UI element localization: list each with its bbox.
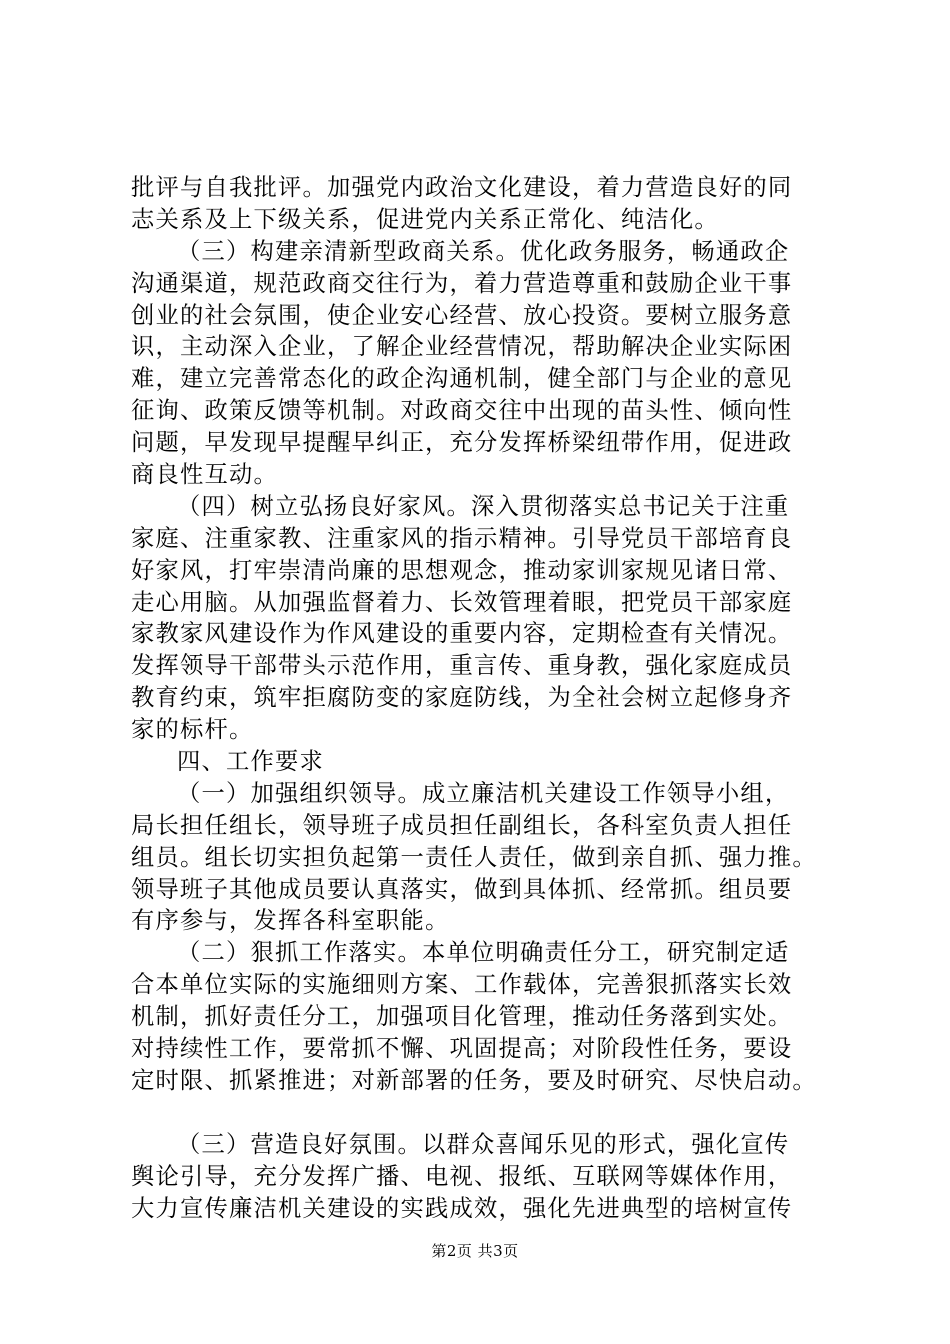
text-line: 机制，抓好责任分工，加强项目化管理，推动任务落到实处。: [131, 1003, 793, 1031]
text-line: 批评与自我批评。加强党内政治文化建设，着力营造良好的同: [131, 174, 793, 201]
text-line: 问题，早发现早提醒早纠正，充分发挥桥梁纽带作用，促进政: [131, 429, 793, 457]
page-number-label: 第2页 共3页: [431, 1242, 519, 1260]
text-line: 商良性互动。: [131, 461, 278, 489]
text-line: 领导班子其他成员要认真落实，做到具体抓、经常抓。组员要: [131, 875, 793, 903]
text-line: 对持续性工作，要常抓不懈、巩固提高；对阶段性任务，要设: [131, 1035, 793, 1063]
paragraph-start-line: （四）树立弘扬良好家风。深入贯彻落实总书记关于注重: [177, 492, 790, 520]
text-line: 有序参与，发挥各科室职能。: [131, 907, 450, 935]
paragraph-start-line: （三）营造良好氛围。以群众喜闻乐见的形式，强化宣传: [177, 1130, 790, 1158]
document-body: [131, 172, 831, 1224]
text-line: 局长担任组长，领导班子成员担任副组长，各科室负责人担任: [131, 811, 793, 839]
text-line: 创业的社会氛围，使企业安心经营、放心投资。要树立服务意: [131, 301, 793, 329]
text-line: 沟通渠道，规范政商交往行为，着力营造尊重和鼓励企业干事: [131, 269, 793, 297]
text-line: 好家风，打牢崇清尚廉的思想观念，推动家训家规见诸日常、: [131, 556, 793, 584]
paragraph-start-line: （一）加强组织领导。成立廉洁机关建设工作领导小组，: [177, 779, 790, 807]
text-line: 教育约束，筑牢拒腐防变的家庭防线，为全社会树立起修身齐: [131, 684, 793, 712]
text-line: 家的标杆。: [131, 716, 254, 744]
text-line: 定时限、抓紧推进；对新部署的任务，要及时研究、尽快启动。: [131, 1066, 817, 1094]
paragraph-start-line: （二）狠抓工作落实。本单位明确责任分工，研究制定适: [177, 939, 790, 967]
text-line: 志关系及上下级关系，促进党内关系正常化、纯洁化。: [131, 205, 719, 233]
text-line: 识，主动深入企业，了解企业经营情况，帮助解决企业实际困: [131, 333, 793, 361]
text-line: 难，建立完善常态化的政企沟通机制，健全部门与企业的意见: [131, 365, 793, 393]
paragraph-start-line: （三）构建亲清新型政商关系。优化政务服务，畅通政企: [177, 237, 790, 265]
text-line: 家教家风建设作为作风建设的重要内容，定期检查有关情况。: [131, 620, 793, 648]
text-line: 大力宣传廉洁机关建设的实践成效，强化先进典型的培树宣传: [131, 1194, 793, 1222]
blank-line: [131, 1097, 831, 1129]
text-line: 发挥领导干部带头示范作用，重言传、重身教，强化家庭成员: [131, 652, 793, 680]
text-line: 合本单位实际的实施细则方案、工作载体，完善狠抓落实长效: [131, 971, 793, 999]
section-heading: 四、工作要求: [177, 748, 324, 776]
page-footer: [0, 1240, 950, 1261]
text-line: 征询、政策反馈等机制。对政商交往中出现的苗头性、倾向性: [131, 397, 793, 425]
text-line: 舆论引导，充分发挥广播、电视、报纸、互联网等媒体作用，: [131, 1162, 793, 1190]
text-line: 组员。组长切实担负起第一责任人责任，做到亲自抓、强力推。: [131, 843, 817, 871]
text-line: 走心用脑。从加强监督着力、长效管理着眼，把党员干部家庭: [131, 588, 793, 616]
text-line: 家庭、注重家教、注重家风的指示精神。引导党员干部培育良: [131, 524, 793, 552]
